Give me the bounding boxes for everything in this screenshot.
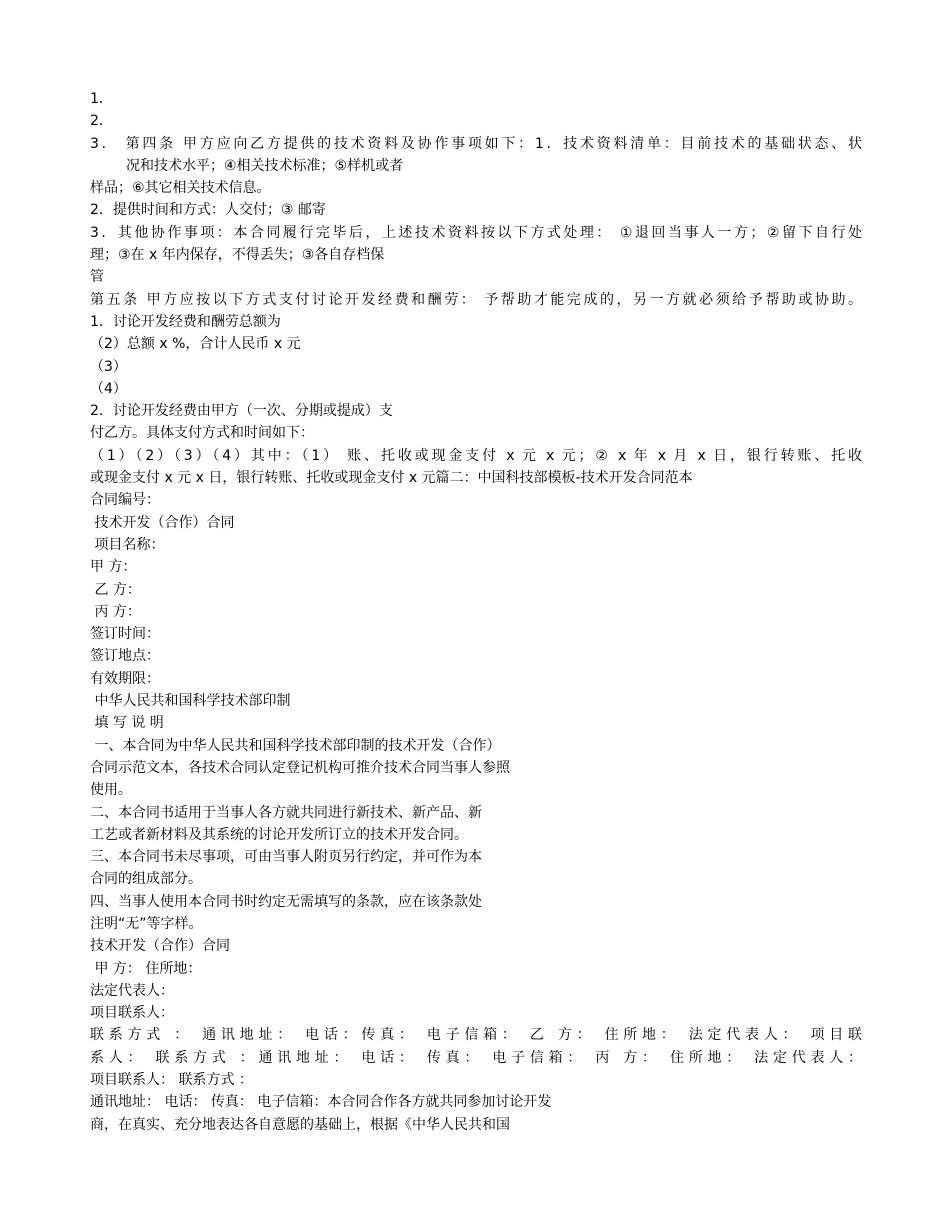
article-5-heading: 第五条 甲方应按以下方式支付讨论开发经费和酬劳： 予帮助才能完成的，另一方就必须给予帮助或协助。 <box>90 291 862 308</box>
contact-info-line: 系人： 联系方式 ：通讯地址： 电话： 传真： 电子信箱： 丙 方： 住所地： 法定代表人： <box>90 1049 862 1066</box>
validity-label: 有效期限： <box>90 670 160 687</box>
text-line: 通讯地址： 电话： 传真： 电子信箱：本合同合作各方就共同参加讨论开发 <box>90 1094 552 1111</box>
text-line: 付乙方。具体支付方式和时间如下： <box>90 425 314 442</box>
project-contact-label: 项目联系人： <box>90 1005 174 1022</box>
text-line: 注明“无”等字样。 <box>90 915 203 932</box>
text-line: （1）（2）（3）（4）其中：（1） 账、托收或现金支付 x 元 x 元；② x 年 x 月 x 日，银行转账、托收 <box>90 447 862 464</box>
project-name-label: 项目名称： <box>90 536 165 553</box>
contract-title: 技术开发（合作）合同 <box>90 514 235 531</box>
text-line: 理；③在 x 年内保存，不得丢失；③各自存档保 <box>90 247 385 264</box>
contact-info-line: 项目联系人： 联系方式 ： <box>90 1072 253 1089</box>
signing-place-label: 签订地点： <box>90 648 160 665</box>
text-line: （4） <box>90 380 127 397</box>
text-line: （3） <box>90 358 127 375</box>
text-line: 或现金支付 x 元 x 日，银行转账、托收或现金支付 x 元篇二：中国科技部模板-技术开发合同范本 <box>90 470 693 487</box>
publisher-line: 中华人民共和国科学技术部印制 <box>90 693 291 710</box>
text-line: 2．讨论开发经费由甲方（一次、分期或提成）支 <box>90 403 393 420</box>
text-line: 工艺或者新材料及其系统的讨论开发所订立的技术开发合同。 <box>90 826 468 843</box>
signing-date-label: 签订时间： <box>90 626 160 643</box>
contract-title-2: 技术开发（合作）合同 <box>90 938 230 955</box>
article-4-heading: 3． 第四条 甲方应向乙方提供的技术资料及协作事项如下：1．技术资料清单：目前技术的基础状态、状 <box>90 135 862 152</box>
text-line: 二、本合同书适用于当事人各方就共同进行新技术、新产品、新 <box>90 804 482 821</box>
list-item-1: 1． <box>90 91 113 107</box>
party-a-address-line: 甲 方： 住所地： <box>90 960 202 977</box>
text-line: 商，在真实、充分地表达各自意愿的基础上，根据《中华人民共和国 <box>90 1116 510 1133</box>
text-line: 一、本合同为中华人民共和国科学技术部印制的技术开发（合作） <box>90 737 501 754</box>
contact-info-line: 联系方式 ： 通讯地址： 电话：传真： 电子信箱： 乙 方： 住所地： 法定代表人： 项目联 <box>90 1027 862 1044</box>
text-line: （2）总额 x %，合计人民币 x 元 <box>90 336 301 353</box>
text-line: 2．提供时间和方式：人交付；③ 邮寄 <box>90 202 326 219</box>
text-line: 四、当事人使用本合同书时约定无需填写的条款，应在该条款处 <box>90 893 482 910</box>
party-b-label: 乙 方： <box>90 581 141 598</box>
text-line: 样品；⑥其它相关技术信息。 <box>90 180 271 197</box>
legal-rep-label: 法定代表人： <box>90 982 174 999</box>
article-4-continuation: 况和技术水平；④相关技术标准；⑤样机或者 <box>126 157 404 174</box>
party-a-label: 甲 方： <box>90 559 137 576</box>
party-c-label: 丙 方： <box>90 603 141 620</box>
text-line: 合同示范文本，各技术合同认定登记机构可推介技术合同当事人参照 <box>90 759 510 776</box>
text-line: 三、本合同书未尽事项，可由当事人附页另行约定，并可作为本 <box>90 849 482 866</box>
instructions-heading: 填 写 说 明 <box>90 715 164 732</box>
document-body <box>90 88 862 1136</box>
text-line: 3．其他协作事项：本合同履行完毕后，上述技术资料按以下方式处理： ①退回当事人一方；②留下自行处 <box>90 224 862 241</box>
text-line: 使用。 <box>90 782 132 799</box>
text-line: 合同的组成部分。 <box>90 871 202 888</box>
text-line: 1．讨论开发经费和酬劳总额为 <box>90 313 281 330</box>
contract-number-label: 合同编号： <box>90 492 160 509</box>
list-item-2: 2． <box>90 113 113 130</box>
text-line: 管 <box>90 269 104 286</box>
